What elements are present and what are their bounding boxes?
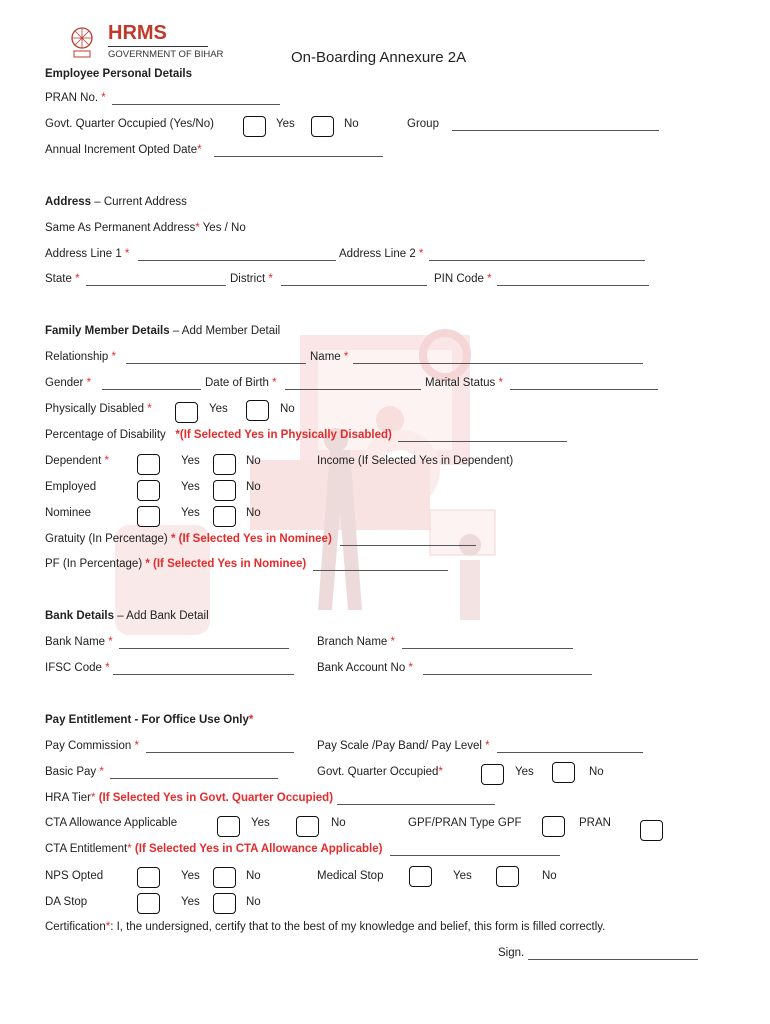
disabled-label: Physically Disabled * <box>45 403 152 415</box>
medical-yes-label: Yes <box>453 870 472 882</box>
state-label: State * <box>45 273 80 285</box>
basic-pay-label: Basic Pay * <box>45 766 104 778</box>
employed-no-label: No <box>246 481 261 493</box>
dependent-no-label: No <box>246 455 261 467</box>
pran-type-label: PRAN <box>579 817 611 829</box>
disabled-yes-checkbox[interactable] <box>175 402 198 423</box>
gratuity-label: Gratuity (In Percentage) * (If Selected Yes in Nominee) <box>45 533 332 545</box>
medical-no-checkbox[interactable] <box>496 866 519 887</box>
branch-label: Branch Name * <box>317 636 395 648</box>
account-field[interactable] <box>423 674 592 675</box>
nps-yes-label: Yes <box>181 870 200 882</box>
bank-name-label: Bank Name * <box>45 636 113 648</box>
family-heading: Family Member Details – Add Member Detail <box>45 325 281 337</box>
ifsc-field[interactable] <box>113 674 294 675</box>
relationship-label: Relationship * <box>45 351 116 363</box>
hra-label: HRA Tier* (If Selected Yes in Govt. Quarter Occupied) <box>45 792 334 804</box>
pran-label: PRAN No. * <box>45 92 106 104</box>
dependent-yes-checkbox[interactable] <box>137 454 160 475</box>
basic-pay-field[interactable] <box>110 778 278 779</box>
address-line1-label: Address Line 1 * <box>45 248 130 260</box>
nominee-yes-checkbox[interactable] <box>137 506 160 527</box>
district-label: District * <box>230 273 273 285</box>
gender-label: Gender * <box>45 377 92 389</box>
personal-heading: Employee Personal Details <box>45 68 193 80</box>
district-field[interactable] <box>281 285 427 286</box>
pf-label: PF (In Percentage) * (If Selected Yes in Nominee) <box>45 558 307 570</box>
address-line1-field[interactable] <box>138 260 336 261</box>
pran-field[interactable] <box>112 104 280 105</box>
scale-label: Pay Scale /Pay Band/ Pay Level * <box>317 740 490 752</box>
nominee-no-checkbox[interactable] <box>213 506 236 527</box>
dependent-yes-label: Yes <box>181 455 200 467</box>
bank-heading: Bank Details – Add Bank Detail <box>45 610 209 622</box>
quarter-no-label: No <box>344 118 359 130</box>
gender-field[interactable] <box>102 389 201 390</box>
branch-field[interactable] <box>402 648 573 649</box>
nps-no-checkbox[interactable] <box>213 867 236 888</box>
dependent-no-checkbox[interactable] <box>213 454 236 475</box>
bank-name-field[interactable] <box>119 648 289 649</box>
cta-entitlement-field[interactable] <box>390 855 560 856</box>
medical-label: Medical Stop <box>317 870 384 882</box>
pf-field[interactable] <box>313 570 448 571</box>
disabled-yes-label: Yes <box>209 403 228 415</box>
disabled-no-label: No <box>280 403 295 415</box>
cta-yes-checkbox[interactable] <box>217 816 240 837</box>
name-field[interactable] <box>353 363 643 364</box>
employed-no-checkbox[interactable] <box>213 480 236 501</box>
group-field[interactable] <box>452 130 659 131</box>
marital-label: Marital Status * <box>425 377 503 389</box>
pran-checkbox[interactable] <box>640 820 663 841</box>
pay-quarter-no-checkbox[interactable] <box>552 762 575 783</box>
da-no-checkbox[interactable] <box>213 893 236 914</box>
sign-label: Sign. <box>498 947 525 959</box>
dob-label: Date of Birth * <box>205 377 277 389</box>
logo-title: HRMS <box>108 22 167 44</box>
disability-pct-field[interactable] <box>398 441 567 442</box>
employed-yes-checkbox[interactable] <box>137 480 160 501</box>
nps-label: NPS Opted <box>45 870 104 882</box>
da-no-label: No <box>246 896 261 908</box>
certification-text: Certification*: I, the undersigned, certify that to the best of my knowledge and belief, this form is filled correctly. <box>45 921 606 933</box>
address-line2-label: Address Line 2 * <box>339 248 424 260</box>
quarter-yes-label: Yes <box>276 118 295 130</box>
cta-entitlement-label: CTA Entitlement* (If Selected Yes in CTA Allowance Applicable) <box>45 843 383 855</box>
commission-label: Pay Commission * <box>45 740 139 752</box>
relationship-field[interactable] <box>126 363 306 364</box>
da-yes-label: Yes <box>181 896 200 908</box>
nps-yes-checkbox[interactable] <box>137 867 160 888</box>
state-field[interactable] <box>86 285 226 286</box>
emblem-icon <box>64 24 100 60</box>
pin-label: PIN Code * <box>434 273 492 285</box>
cta-no-checkbox[interactable] <box>296 816 319 837</box>
pay-quarter-yes-label: Yes <box>515 766 534 778</box>
pay-heading: Pay Entitlement - For Office Use Only* <box>45 714 254 726</box>
cta-no-label: No <box>331 817 346 829</box>
increment-field[interactable] <box>214 156 383 157</box>
scale-field[interactable] <box>497 752 643 753</box>
da-yes-checkbox[interactable] <box>137 893 160 914</box>
pay-quarter-yes-checkbox[interactable] <box>481 764 504 785</box>
sign-field[interactable] <box>528 959 698 960</box>
cta-yes-label: Yes <box>251 817 270 829</box>
quarter-label: Govt. Quarter Occupied (Yes/No) <box>45 118 214 130</box>
income-label: Income (If Selected Yes in Dependent) <box>317 455 514 467</box>
quarter-yes-checkbox[interactable] <box>243 116 266 137</box>
increment-label: Annual Increment Opted Date* <box>45 144 202 156</box>
marital-field[interactable] <box>510 389 658 390</box>
nps-no-label: No <box>246 870 261 882</box>
dob-field[interactable] <box>285 389 421 390</box>
nominee-label: Nominee <box>45 507 92 519</box>
hrms-logo <box>64 22 224 62</box>
pin-field[interactable] <box>497 285 649 286</box>
pay-quarter-no-label: No <box>589 766 604 778</box>
ifsc-label: IFSC Code * <box>45 662 110 674</box>
group-label: Group <box>407 118 439 130</box>
cta-label: CTA Allowance Applicable <box>45 817 178 829</box>
name-label: Name * <box>310 351 349 363</box>
disability-pct-label: Percentage of Disability *(If Selected Yes in Physically Disabled) <box>45 429 392 441</box>
dependent-label: Dependent * <box>45 455 109 467</box>
da-label: DA Stop <box>45 896 88 908</box>
nominee-no-label: No <box>246 507 261 519</box>
same-address-label: Same As Permanent Address* Yes / No <box>45 222 246 234</box>
nominee-yes-label: Yes <box>181 507 200 519</box>
medical-no-label: No <box>542 870 557 882</box>
gpf-checkbox[interactable] <box>542 816 565 837</box>
account-label: Bank Account No * <box>317 662 413 674</box>
employed-yes-label: Yes <box>181 481 200 493</box>
gpf-label: GPF/PRAN Type GPF <box>408 817 522 829</box>
logo-subtitle: GOVERNMENT OF BIHAR <box>108 49 224 60</box>
address-line2-field[interactable] <box>429 260 645 261</box>
address-heading: Address – Current Address <box>45 196 187 208</box>
gratuity-field[interactable] <box>340 545 476 546</box>
commission-field[interactable] <box>146 752 294 753</box>
pay-quarter-label: Govt. Quarter Occupied* <box>317 766 443 778</box>
quarter-no-checkbox[interactable] <box>311 116 334 137</box>
disabled-no-checkbox[interactable] <box>246 400 269 421</box>
form-title: On-Boarding Annexure 2A <box>291 49 467 66</box>
medical-yes-checkbox[interactable] <box>409 866 432 887</box>
hra-field[interactable] <box>337 804 495 805</box>
employed-label: Employed <box>45 481 97 493</box>
